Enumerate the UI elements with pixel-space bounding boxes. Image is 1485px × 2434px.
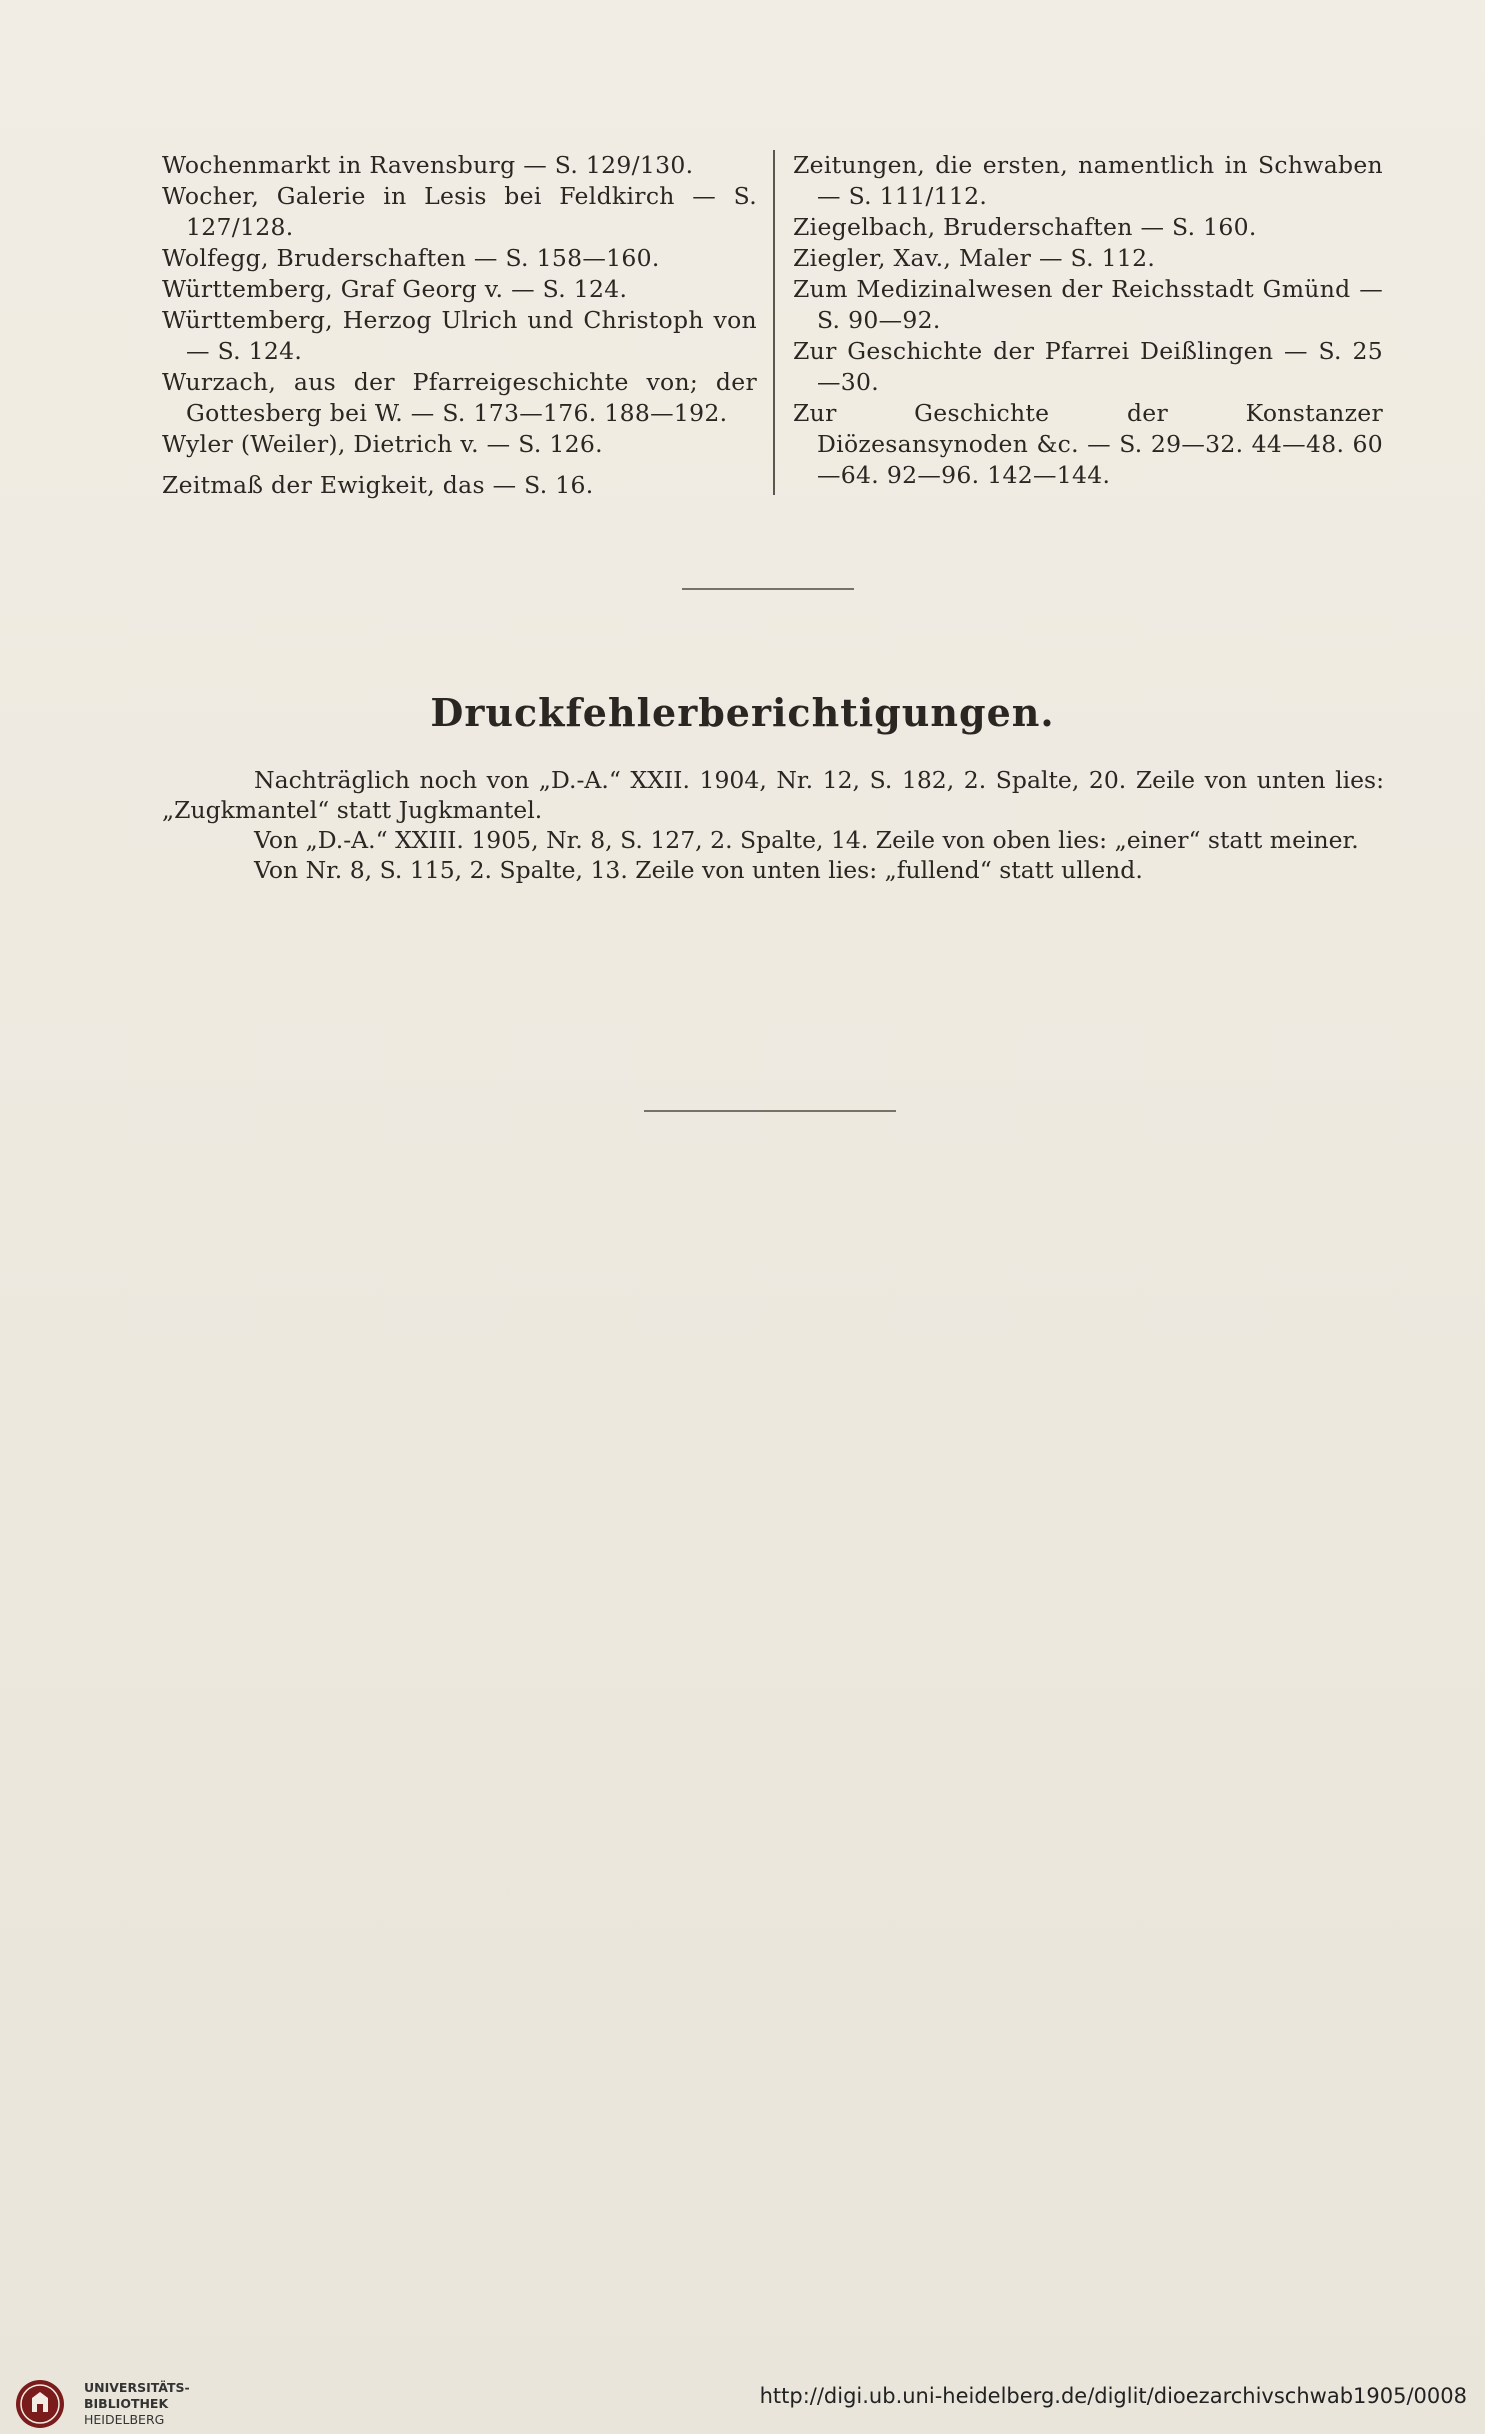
corrections-text: [162, 765, 1384, 885]
library-seal-icon: [14, 2378, 66, 2430]
index-entry: Ziegelbach, Bruderschaften — S. 160.: [793, 213, 1257, 241]
index-entry: Wyler (Weiler), Dietrich v. — S. 126.: [162, 430, 603, 458]
index-entry: Wochenmarkt in Ravensburg — S. 129/130.: [162, 151, 694, 179]
index-entry: Zur Geschichte der Pfarrei Deißlingen — S. 25—30.: [793, 337, 1383, 396]
index-column-right: [793, 150, 1383, 491]
index-entry: Wocher, Galerie in Lesis bei Feldkirch — S. 127/128.: [162, 182, 757, 241]
separator-rule: [682, 588, 854, 590]
index-entry: Württemberg, Graf Georg v. — S. 124.: [162, 275, 628, 303]
section-heading: Druckfehlerberichtigungen.: [430, 690, 1055, 735]
correction-paragraph: Von Nr. 8, S. 115, 2. Spalte, 13. Zeile von unten lies: „fullend“ statt ullend.: [254, 856, 1143, 884]
page-footer: [0, 2370, 1485, 2434]
library-wordmark: UNIVERSITÄTS- BIBLIOTHEK HEIDELBERG: [84, 2380, 190, 2427]
index-column-left: [162, 150, 757, 501]
separator-rule: [644, 1110, 896, 1112]
source-url[interactable]: http://digi.ub.uni-heidelberg.de/diglit/dioezarchivschwab1905/0008: [759, 2384, 1467, 2408]
column-divider: [773, 150, 775, 495]
index-entry: Zur Geschichte der Konstanzer Diözesansynoden &c. — S. 29—32. 44—48. 60—64. 92—96. 142—144.: [793, 399, 1383, 489]
index-entry: Ziegler, Xav., Maler — S. 112.: [793, 244, 1156, 272]
correction-paragraph: Von „D.-A.“ XXIII. 1905, Nr. 8, S. 127, 2. Spalte, 14. Zeile von oben lies: „einer“ statt meiner.: [254, 826, 1359, 854]
index-entry: Zeitmaß der Ewigkeit, das — S. 16.: [162, 471, 594, 499]
index-entry: Württemberg, Herzog Ulrich und Christoph von — S. 124.: [162, 306, 757, 365]
index-entry: Wolfegg, Bruderschaften — S. 158—160.: [162, 244, 660, 272]
index-entry: Zum Medizinalwesen der Reichsstadt Gmünd — S. 90—92.: [793, 275, 1383, 334]
correction-paragraph: Nachträglich noch von „D.-A.“ XXII. 1904, Nr. 12, S. 182, 2. Spalte, 20. Zeile von unten lies: „Zugkmantel“ statt Jugkmantel.: [162, 766, 1384, 824]
index-entry: Zeitungen, die ersten, namentlich in Schwaben — S. 111/112.: [793, 151, 1383, 210]
index-entry: Wurzach, aus der Pfarreigeschichte von; der Gottesberg bei W. — S. 173—176. 188—192.: [162, 368, 757, 427]
